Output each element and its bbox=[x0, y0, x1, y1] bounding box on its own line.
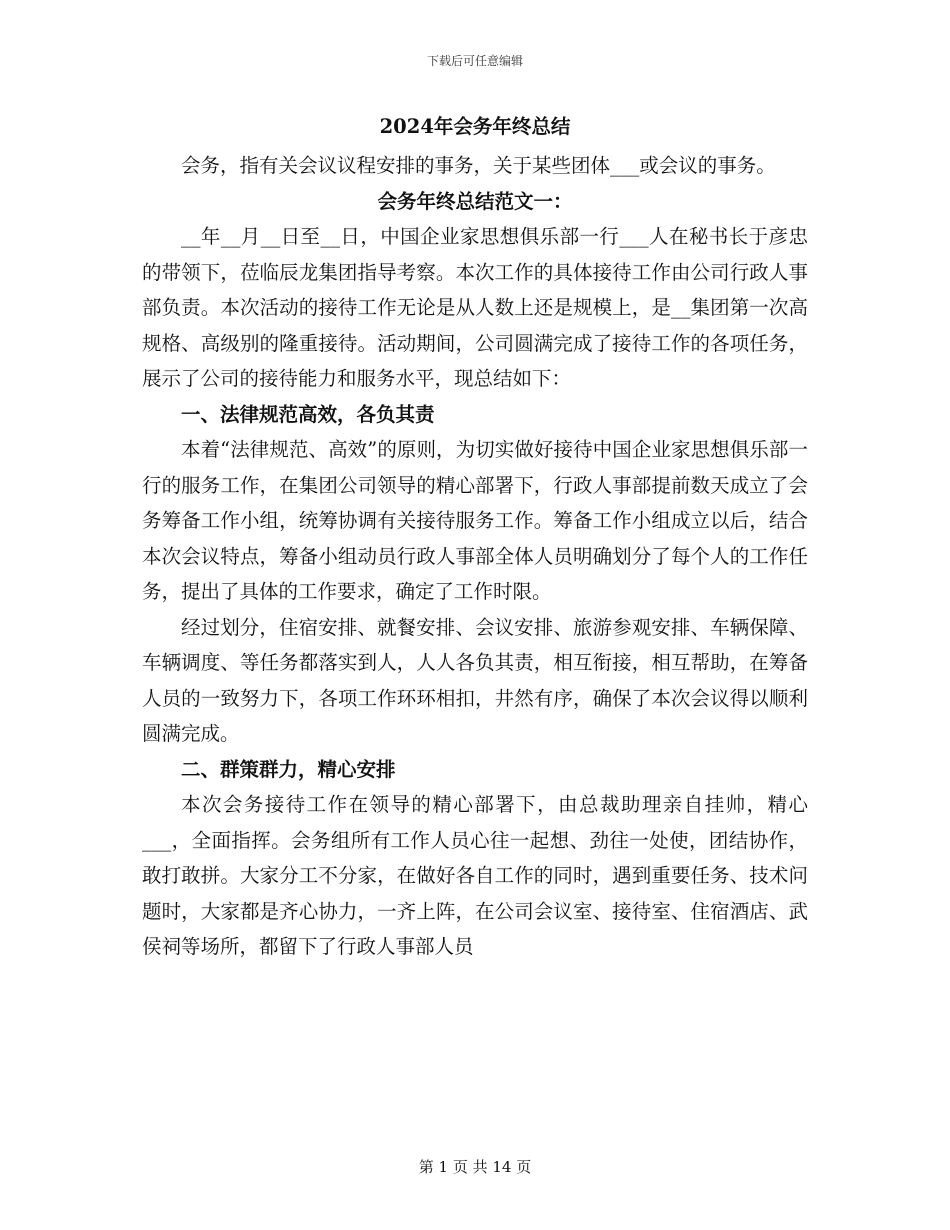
paragraph-2: 本着“法律规范、高效”的原则，为切实做好接待中国企业家思想俱乐部一行的服务工作，在集团公司领导的精心部署下，行政人事部提前数天成立了会务筹备工作小组，统筹协调有关接待服务工作。筹备工作小组成立以后，结合本次会议特点，筹备小组动员行政人事部全体人员明确划分了每个人的工作任务，提出了具体的工作要求，确定了工作时限。 bbox=[142, 438, 808, 603]
section-2-heading: 二、群策群力，精心安排 bbox=[181, 757, 396, 781]
paragraph-1: __年__月__日至__日，中国企业家思想俱乐部一行___人在秘书长于彦忠的带领下，莅临辰龙集团指导考察。本次工作的具体接待工作由公司行政人事部负责。本次活动的接待工作无论是从人数上还是规模上，是__集团第一次高规格、高级别的隆重接待。活动期间，公司圆满完成了接待工作的各项任务，展示了公司的接待能力和服务水平，现总结如下： bbox=[142, 225, 808, 390]
sample-subtitle: 会务年终总结范文一： bbox=[377, 189, 573, 213]
page-header-note: 下载后可任意编辑 bbox=[426, 54, 523, 68]
page-number-footer: 第 1 页 共 14 页 bbox=[418, 1158, 532, 1176]
document-title: 2024年会务年终总结 bbox=[379, 115, 571, 138]
intro-paragraph: 会务，指有关会议议程安排的事务，关于某些团体___或会议的事务。 bbox=[181, 154, 776, 177]
paragraph-3: 经过划分，住宿安排、就餐安排、会议安排、旅游参观安排、车辆保障、车辆调度、等任务都落实到人，人人各负其责，相互衔接，相互帮助，在筹备人员的一致努力下，各项工作环环相扣，井然有序，确保了本次会议得以顺利圆满完成。 bbox=[142, 615, 808, 745]
paragraph-4: 本次会务接待工作在领导的精心部署下，由总裁助理亲自挂帅，精心___，全面指挥。会务组所有工作人员心往一起想、劲往一处使，团结协作，敢打敢拼。大家分工不分家，在做好各自工作的同时，遇到重要任务、技术问题时，大家都是齐心协力，一齐上阵，在公司会议室、接待室、住宿酒店、武侯祠等场所，都留下了行政人事部人员 bbox=[142, 793, 808, 958]
document-body bbox=[142, 110, 808, 965]
section-1-heading: 一、法律规范高效，各负其责 bbox=[181, 402, 435, 426]
